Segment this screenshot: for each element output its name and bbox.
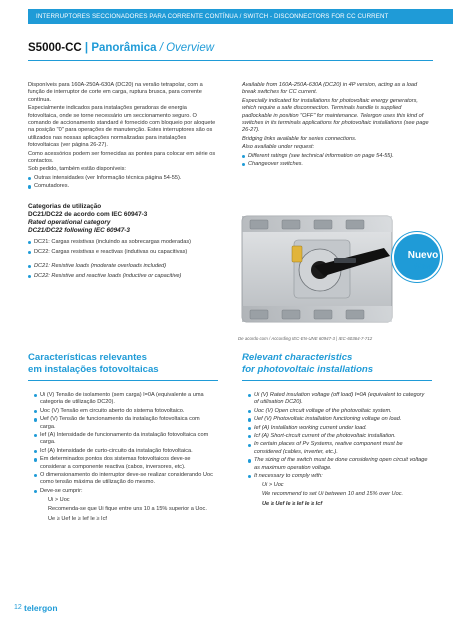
condition-block: [248, 482, 428, 508]
list-item: Uoc (V) Open circuit voltage of the photovoltaic system.: [248, 408, 428, 415]
list-item: Uef (V) Tensão de funcionamento da instalação fotovoltaica com carga.: [34, 416, 214, 431]
list-item: DC22: Resistive and reactive loads (inductive or capacitive): [28, 273, 218, 280]
para: Bridging links available for series connections.: [242, 135, 357, 142]
telergon-logo: telergon: [24, 603, 58, 613]
list-item: DC21: Resistive loads (moderate overloads included): [28, 263, 218, 270]
overview-en: [242, 82, 432, 169]
title-slash: /: [156, 42, 167, 54]
list-item: The sizing of the switch must be done considering open circuit voltage as maximum operation voltage.: [248, 457, 428, 472]
section-rule-en: [242, 380, 432, 381]
para: Especially indicated for installations for photovoltaic energy generators, which require a safe disconnection. Terminals handle is supplied padlockable in position "OFF" for maintenance. Telergon uses this kind of switches in its terminals applications for photovoltaic installations (see page 26-27).: [242, 97, 429, 134]
category-heading-en-1: Rated operational category: [28, 218, 111, 226]
badge-new: New: [413, 261, 433, 271]
category-heading-en-2: DC21/DC22 following IEC 60947-3: [28, 226, 130, 234]
heading-line: Relevant characteristics: [242, 352, 353, 363]
list-item: Uoc (V) Tensão em circuito aberto do sistema fotovoltaico.: [34, 408, 214, 415]
list-item: Ief (A) Installation working current under load.: [248, 425, 428, 432]
header-bar: INTERRUPTORES SECCIONADORES PARA CORRENTE CONTÍNUA / SWITCH - DISCONNECTORS FOR CC CURRENT: [28, 9, 453, 24]
title-separator: |: [81, 42, 92, 54]
section-heading-pt: [28, 352, 159, 375]
list-item: Uef (V) Photovoltaic installation functioning voltage on load.: [248, 416, 428, 423]
heading-line: Características relevantes: [28, 352, 147, 363]
condition: Ui > Uoc: [48, 497, 70, 504]
list-item: Changeover switches.: [242, 161, 432, 168]
category-block: [28, 203, 218, 281]
list-item: Ui (V) Rated insulation voltage (off load) I=0A (equivalent to category of utilisation DC20).: [248, 392, 428, 407]
list-item: O dimensionamento do interruptor deve-se realizar considerando Uoc como tensão máxima de utilização do mesmo.: [34, 472, 214, 487]
list-item: It necessary to comply with:: [248, 473, 428, 480]
page-footer: [0, 602, 453, 616]
category-heading-pt-2: DC21/DC22 de acordo com IEC 60947-3: [28, 210, 148, 218]
list-item: Comutadores.: [28, 183, 218, 190]
title-en: Overview: [166, 42, 215, 54]
condition: Ui > Uoc: [262, 482, 284, 489]
heading-line: em instalações fotovoltaicas: [28, 363, 159, 375]
badge-nuevo: Nuevo: [407, 250, 439, 261]
title-code: S5000-CC: [28, 42, 82, 54]
para: Especialmente indicados para instalações geradoras de energia fotovoltaica, onde se torne necessário um seccionamento seguro. O comando de accionamento standard é fornecido com bloqueio por aloquete na posição "0" para operações de manutenção. Estes interruptores são os utilizados nas nossas aplicações normalizadas para instalações fotovoltaicas (ver página 26-27).: [28, 105, 216, 149]
photo-caption: De acordo com / According IEC-EN-UNE 60947-3 | IEC-60364-7-712: [238, 336, 373, 341]
para: Sob pedido, também estão disponíveis:: [28, 166, 126, 173]
section-rule-pt: [28, 380, 218, 381]
characteristics-en: [248, 392, 428, 510]
title-rule: [28, 60, 433, 61]
list-item: Icf (A) Intensidade de curto-circuito da instalação fotovoltaica.: [34, 448, 214, 455]
condition-note: Recomenda-se que Ui fique entre uns 10 a 15% superior a Uoc.: [48, 505, 207, 512]
para: Disponíveis para 160A-250A-630A (DC20) na versão tetrapolar, com a função de interruptor de corte em carga, ruptura brusca, para corrente contínua.: [28, 82, 203, 103]
condition-block: [34, 497, 214, 523]
list-item: DC22: Cargas resistivas e reactivas (indutivas ou capacitivas): [28, 249, 218, 256]
page-number: 12: [14, 604, 22, 611]
section-heading-en: [242, 352, 373, 375]
list-item: Deve-se cumprir:: [34, 488, 214, 495]
new-badge-text: [388, 250, 453, 271]
list-item: In certain places of Pv Systems, reative component must be considered (cables, inverter, etc.).: [248, 441, 428, 456]
formula: Ue ≥ Uef Ie ≥ Ief Ie ≥ Icf: [48, 516, 107, 523]
list-item: Outras intensidades (ver Informação técnica página 54-55).: [28, 175, 218, 182]
para: Also available under request:: [242, 144, 315, 151]
heading-line: for photovoltaic installations: [242, 363, 374, 375]
list-item: Icf (A) Short-circuit current of the photovoltaic installation.: [248, 433, 428, 440]
page-title: [28, 42, 214, 54]
para: Available from 160A-250A-630A (DC20) in 4P version, acting as a load break switches for CC current.: [242, 82, 418, 96]
list-item: Ui (V) Tensão de isolamento (sem carga) I=0A (equivalente a uma categoria de utilização DC20).: [34, 392, 214, 407]
characteristics-pt: [34, 392, 214, 525]
list-item: Ief (A) Intensidade de funcionamento da instalação fotovoltaica com carga.: [34, 432, 214, 447]
category-heading-pt-1: Categorias de utilização: [28, 202, 102, 210]
title-pt: Panorâmica: [91, 42, 157, 54]
list-item: Em determinados pontos dos sistemas fotovoltaicos deve-se considerar a componente reactiva (cabos, inversores, etc).: [34, 456, 214, 471]
condition-note: We recommend to set Ui between 10 and 15% over Uoc.: [262, 490, 404, 497]
list-item: Different ratings (see technical information on page 54-55).: [242, 153, 432, 160]
para: Como acessórios podem ser fornecidas as pontes para colocar em série os contactos.: [28, 150, 216, 165]
formula: Ue ≥ Uef Ie ≥ Ief Ie ≥ Icf: [262, 501, 323, 508]
list-item: DC21: Cargas resistivas (incluindo as sobrecargas moderadas): [28, 239, 218, 246]
overview-pt: [28, 82, 218, 281]
